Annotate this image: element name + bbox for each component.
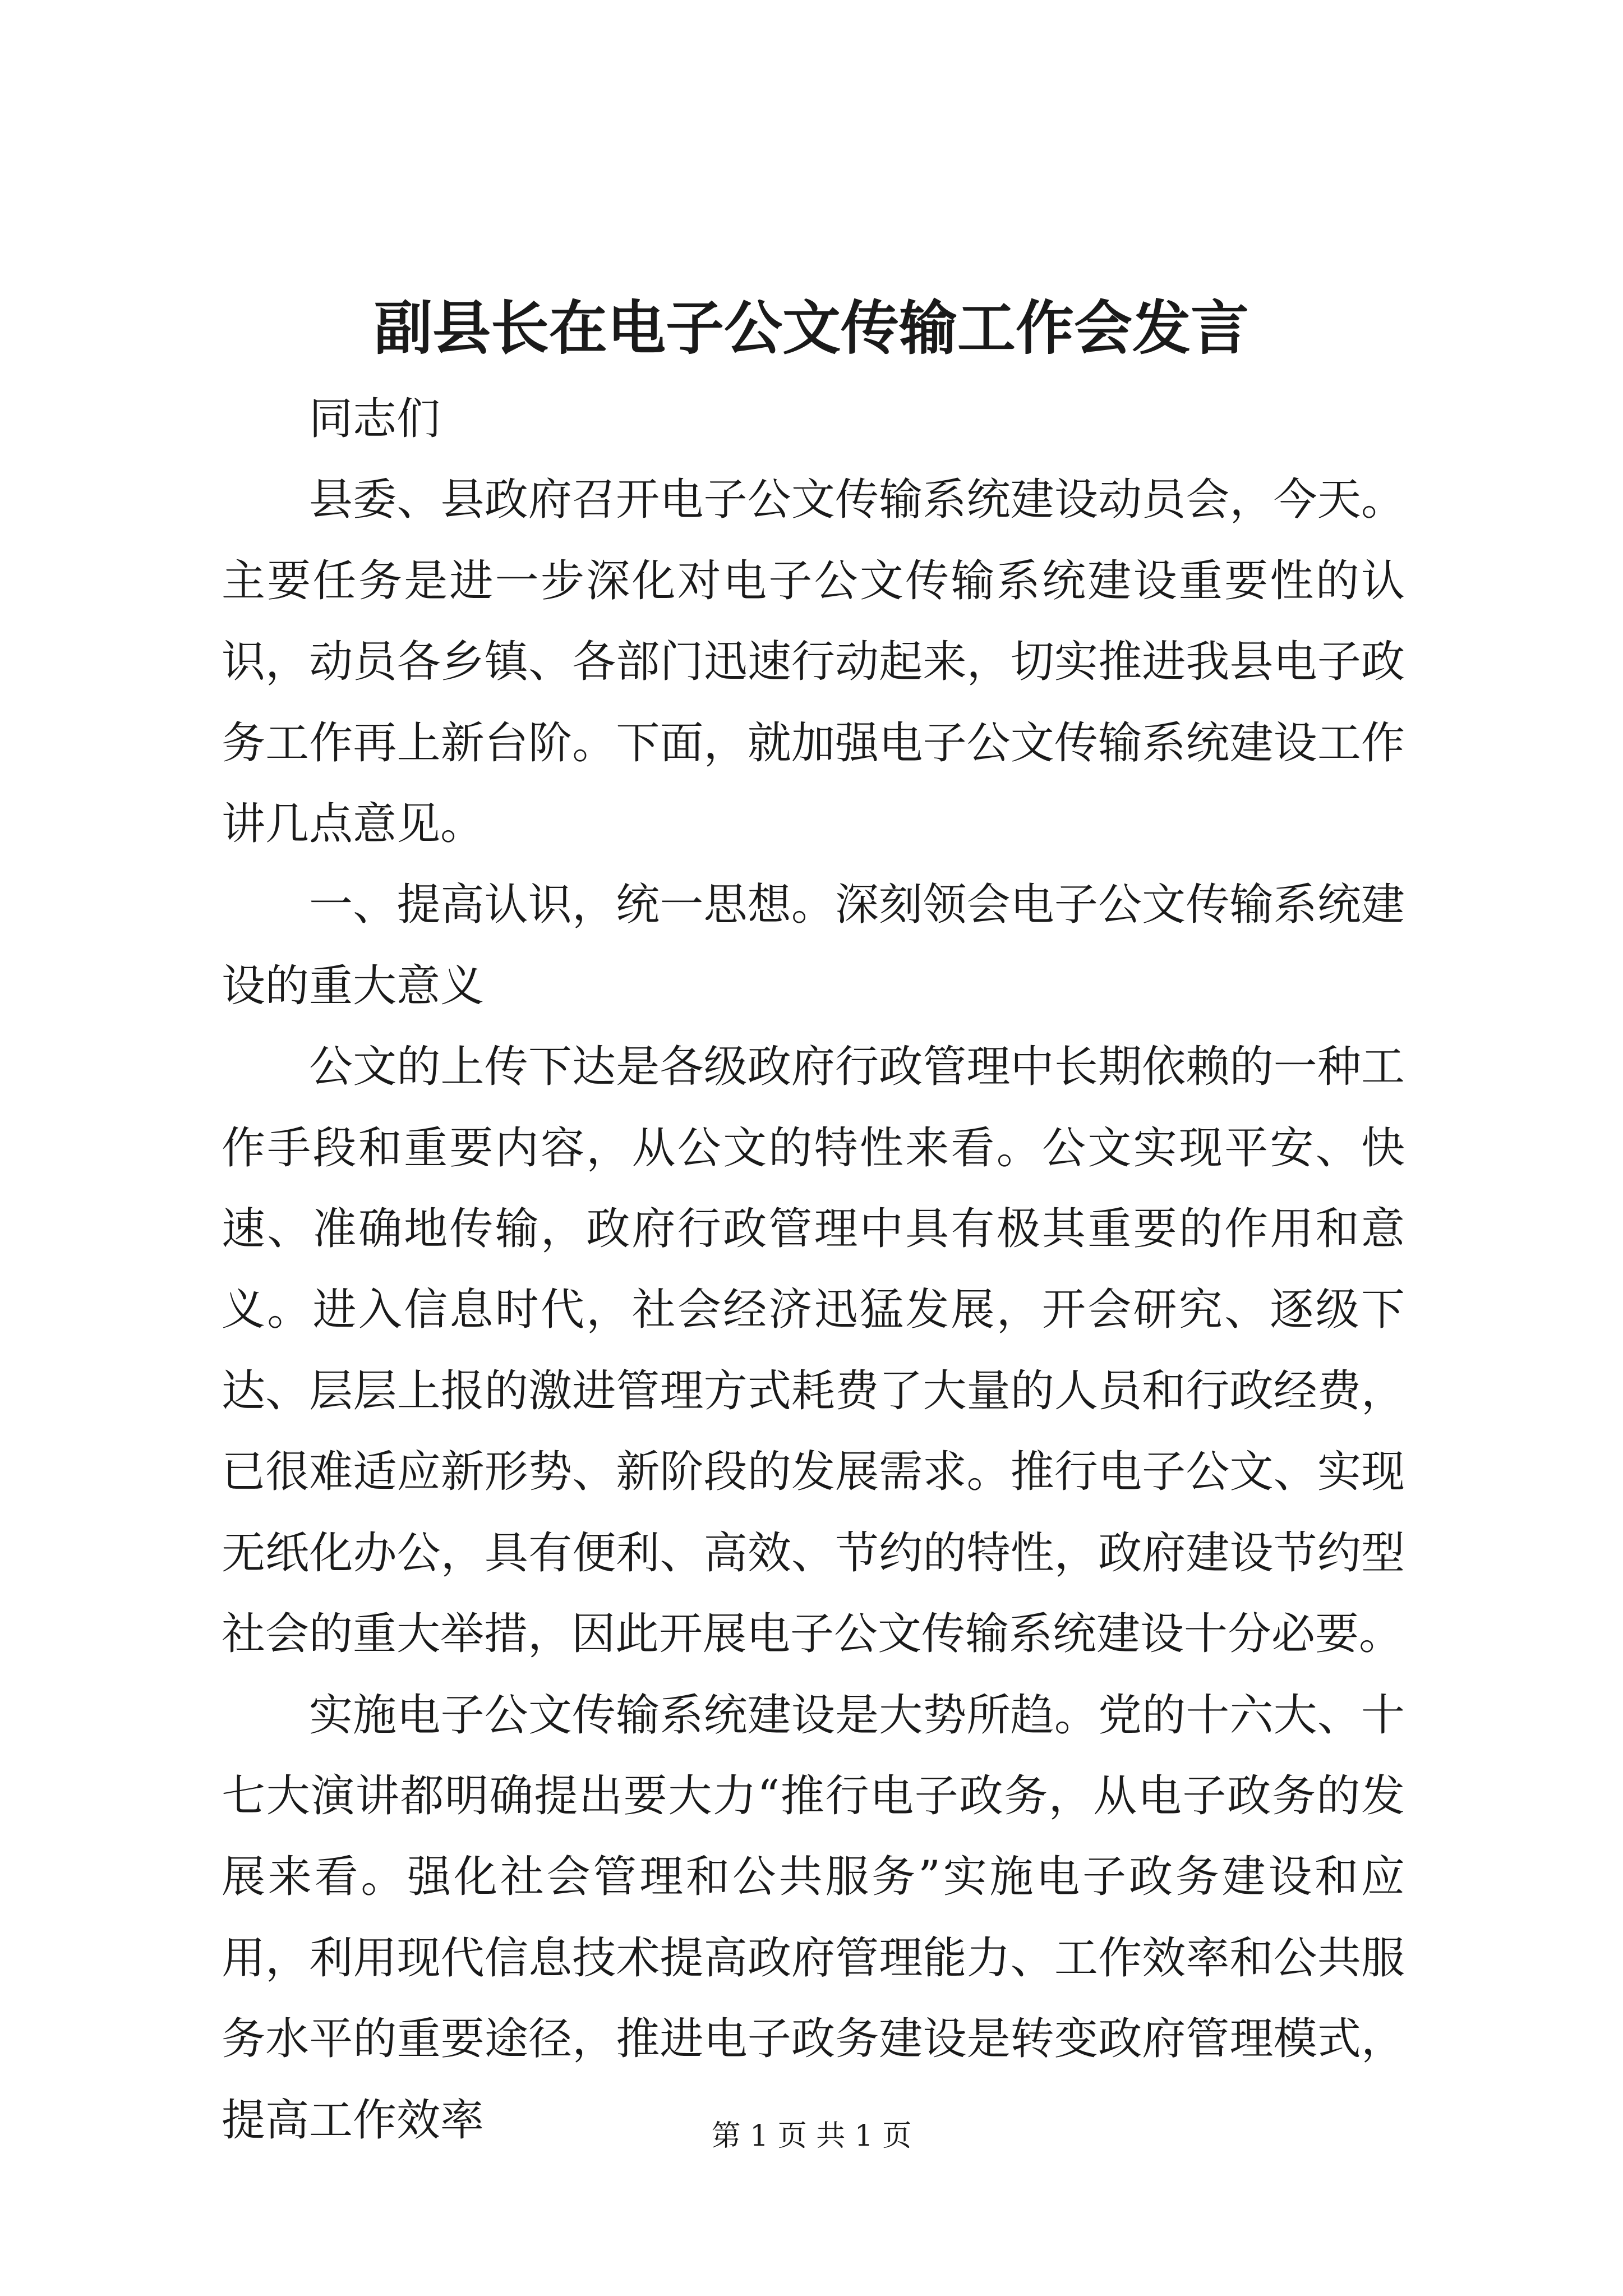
document-title: 副县长在电子公文传输工作会发言 [374, 293, 1249, 362]
section-heading-paragraph: 一、提高认识，统一思想。深刻领会电子公文传输系统建设的重大意义 [222, 880, 1405, 1011]
document-body [222, 379, 1405, 2161]
body-paragraph-3: 实施电子公文传输系统建设是大势所趋。党的十六大、十七大演讲都明确提出要大力“推行电子政务，从电子政务的发展来看。强化社会管理和公共服务”实施电子政务建设和应用，利用现代信息技术提高政府管理能力、工作效率和公共服务水平的重要途径，推进电子政务建设是转变政府管理模式，提高工作效率 [222, 1690, 1405, 2146]
body-paragraph-1: 县委、县政府召开电子公文传输系统建设动员会，今天。主要任务是进一步深化对电子公文传输系统建设重要性的认识，动员各乡镇、各部门迅速行动起来，切实推进我县电子政务工作再上新台阶。下面，就加强电子公文传输系统建设工作讲几点意见。 [222, 475, 1405, 850]
body-paragraph-2: 公文的上传下达是各级政府行政管理中长期依赖的一种工作手段和重要内容，从公文的特性来看。公文实现平安、快速、准确地传输，政府行政管理中具有极其重要的作用和意义。进入信息时代，社会经济迅猛发展，开会研究、逐级下达、层层上报的激进管理方式耗费了大量的人员和行政经费，已很难适应新形势、新阶段的发展需求。推行电子公文、实现无纸化办公，具有便利、高效、节约的特性，政府建设节约型社会的重大举措，因此开展电子公文传输系统建设十分必要。 [222, 1042, 1405, 1660]
page-footer: 第 1 页 共 1 页 [711, 2119, 912, 2153]
salutation-paragraph: 同志们 [309, 394, 441, 444]
